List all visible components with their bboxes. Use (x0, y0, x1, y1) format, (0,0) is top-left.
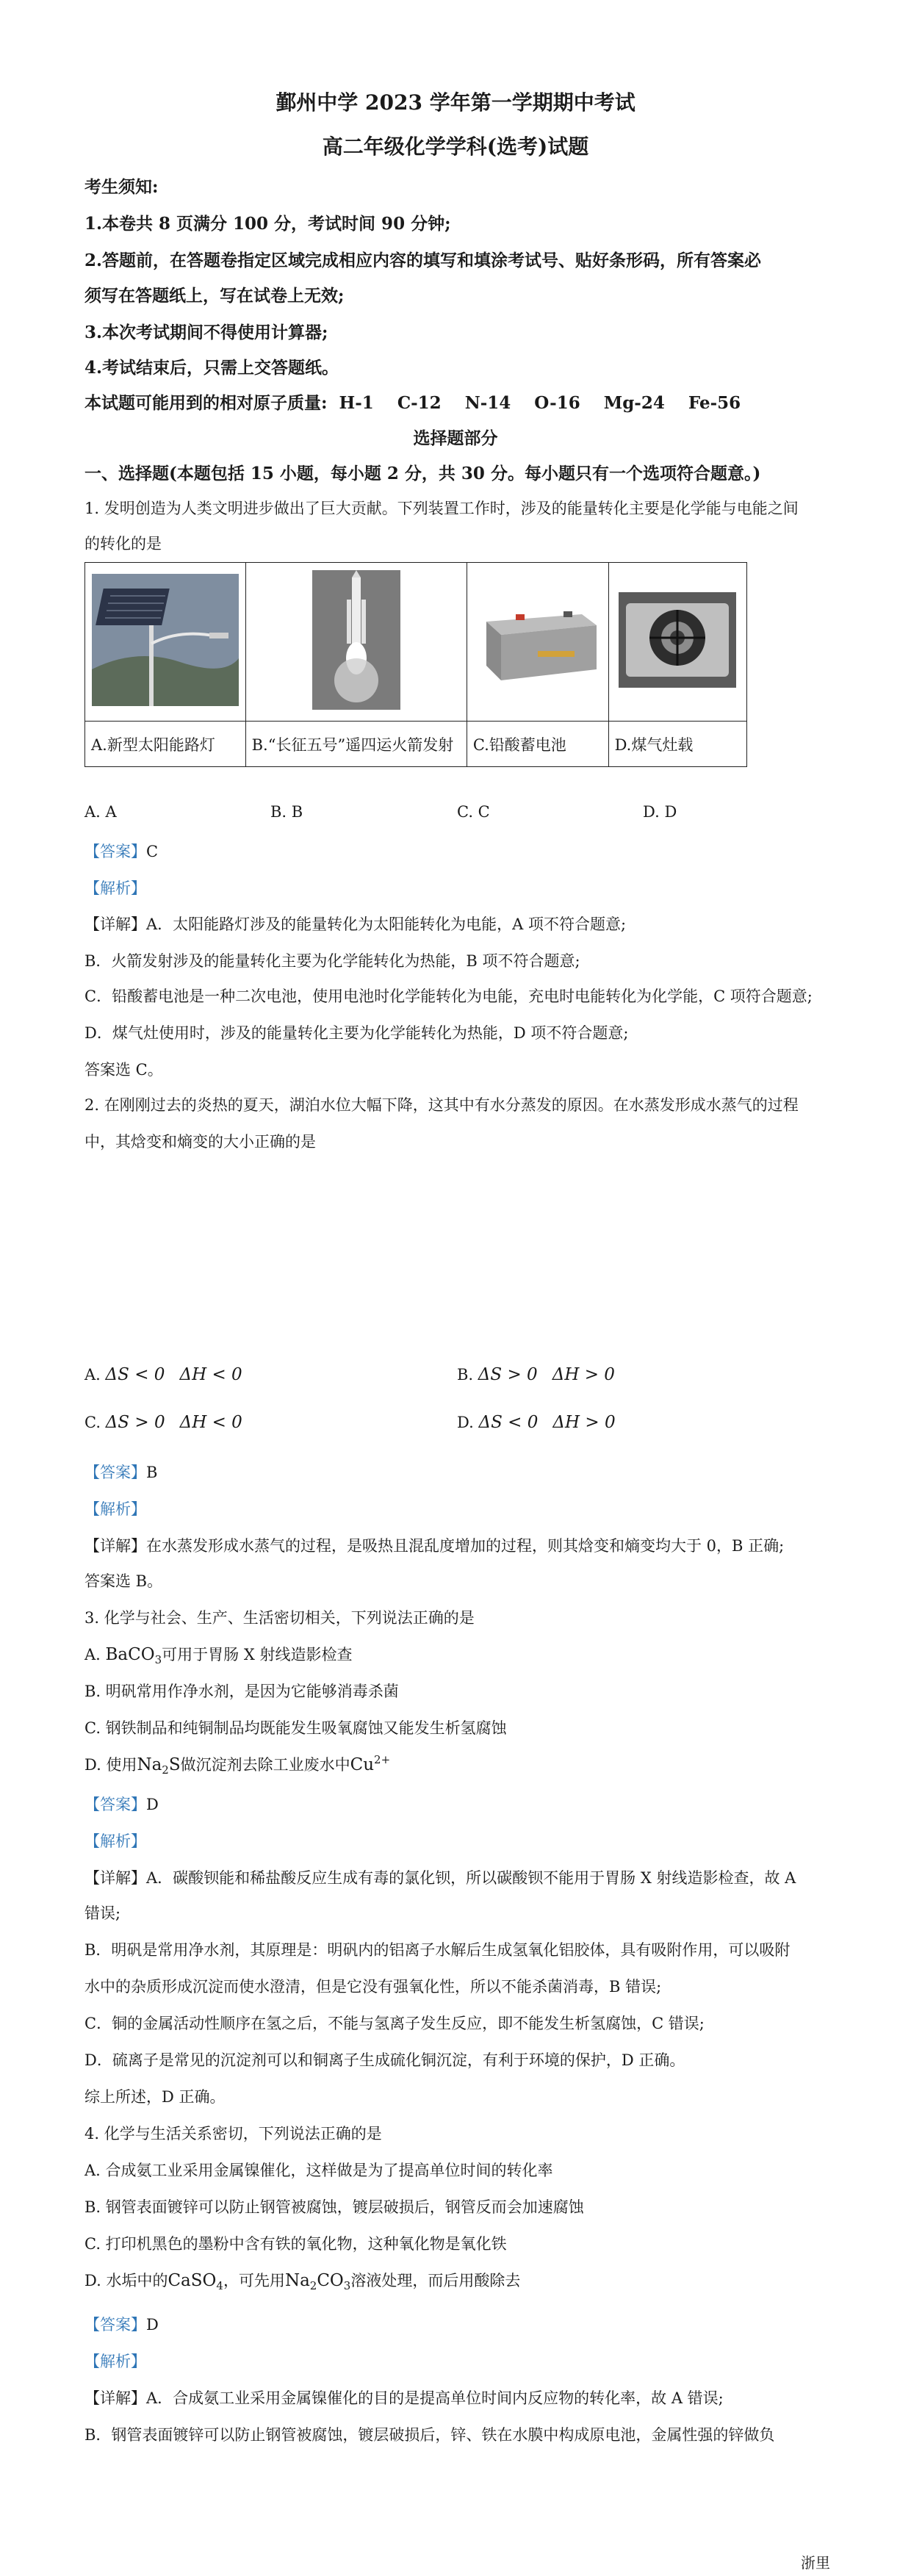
q2-detail: 【详解】在水蒸发形成水蒸气的过程，是吸热且混乱度增加的过程，则其焓变和熵变均大于 0，B 正确; (84, 1537, 785, 1555)
q2-option-a: A. ΔS < 0 ΔH < 0 (84, 1365, 242, 1384)
solar-streetlight-image (85, 563, 246, 722)
q1-detail-1: 【详解】A．太阳能路灯涉及的能量转化为太阳能转化为电能，A 项不符合题意; (84, 915, 627, 933)
q2-stem-line-1: 2. 在刚刚过去的炎热的夏天，湖泊水位大幅下降，这其中有水分蒸发的原因。在水蒸发形成水蒸气的过程 (84, 1096, 799, 1114)
answer-value: C (146, 843, 159, 860)
q1-choice-b: B. B (270, 803, 303, 821)
q3-detail-6: D．硫离子是常见的沉淀剂可以和铜离子生成硫化铜沉淀，有利于环境的保护，D 正确。 (84, 2051, 685, 2069)
q1-choice-a: A. A (84, 803, 117, 821)
caption-d: D.煤气灶载 (608, 722, 746, 767)
q4-option-c: C. 打印机黑色的墨粉中含有铁的氧化物，这种氧化物是氧化铁 (84, 2235, 507, 2253)
notice-item-1: 1.本卷共 8 页满分 100 分，考试时间 90 分钟; (84, 214, 451, 234)
atomic-masses: 本试题可能用到的相对原子质量: H-1 C-12 N-14 O-16 Mg-24 Fe-56 (84, 393, 741, 413)
q2-stem-line-2: 中，其焓变和熵变的大小正确的是 (84, 1133, 316, 1151)
q3-analysis-label: 【解析】 (84, 1832, 146, 1850)
section-heading: 一、选择题(本题包括 15 小题，每小题 2 分，共 30 分。每小题只有一个选项符合题意。) (84, 464, 761, 483)
notice-item-3: 3.本次考试期间不得使用计算器; (84, 323, 328, 342)
q4-detail-2: B．钢管表面镀锌可以防止钢管被腐蚀，镀层破损后，锌、铁在水膜中构成原电池，金属性强的锌做负 (84, 2426, 775, 2444)
caption-b: B.“长征五号”遥四运火箭发射 (245, 722, 467, 767)
q4-option-d: D. 水垢中的CaSO$_4$，可先用$Na_2CO_3$溶液处理，而后用酸除去 (84, 2271, 521, 2292)
q3-option-c: C. 钢铁制品和纯铜制品均既能发生吸氧腐蚀又能发生析氢腐蚀 (84, 1719, 507, 1737)
exam-subtitle: 高二年级化学学科(选考)试题 (322, 134, 589, 159)
q3-detail-4: 水中的杂质形成沉淀而使水澄清，但是它没有强氧化性，所以不能杀菌消毒，B 错误; (84, 1978, 662, 1996)
q2-option-c: C. ΔS > 0 ΔH < 0 (84, 1413, 242, 1432)
q4-detail-1: 【详解】A．合成氨工业采用金属镍催化的目的是提高单位时间内反应物的转化率，故 A 错误; (84, 2389, 724, 2407)
q3-detail-1: 【详解】A．碳酸钡能和稀盐酸反应生成有毒的氯化钡，所以碳酸钡不能用于胃肠 X 射线造影检查，故 A (84, 1869, 796, 1887)
q2-answer: 【答案】B (84, 1464, 158, 1481)
footer-watermark: 浙里 (801, 2554, 830, 2572)
q1-detail-3: C．铅酸蓄电池是一种二次电池，使用电池时化学能转化为电能，充电时电能转化为化学能，C 项符合题意; (84, 987, 813, 1005)
q3-option-b: B. 明矾常用作净水剂，是因为它能够消毒杀菌 (84, 1683, 399, 1700)
gas-stove-image (608, 563, 746, 722)
exam-title: 鄞州中学 2023 学年第一学期期中考试 (276, 90, 635, 115)
q4-analysis-label: 【解析】 (84, 2353, 146, 2370)
q2-conclusion: 答案选 B。 (84, 1572, 163, 1590)
q1-device-table (84, 562, 747, 767)
q3-detail-2: 错误; (84, 1904, 121, 1922)
q1-conclusion: 答案选 C。 (84, 1061, 163, 1079)
q3-option-d: D. 使用$Na_2S$做沉淀剂去除工业废水中$Cu^{2+}$ (84, 1753, 391, 1777)
q4-option-a: A. 合成氨工业采用金属镍催化，这样做是为了提高单位时间的转化率 (84, 2162, 553, 2179)
part-title: 选择题部分 (413, 428, 498, 448)
caption-c: C.铅酸蓄电池 (467, 722, 608, 767)
q3-answer: 【答案】D (84, 1796, 159, 1813)
q2-option-d: D. ΔS < 0 ΔH > 0 (457, 1413, 616, 1432)
q4-answer: 【答案】D (84, 2316, 159, 2334)
q4-option-b: B. 钢管表面镀锌可以防止钢管被腐蚀，镀层破损后，钢管反而会加速腐蚀 (84, 2198, 584, 2216)
q3-detail-3: B．明矾是常用净水剂，其原理是：明矾内的铝离子水解后生成氢氧化铝胶体，具有吸附作用，可以吸附 (84, 1941, 791, 1959)
notice-item-2: 2.答题前，在答题卷指定区域完成相应内容的填写和填涂考试号、贴好条形码，所有答案必 (84, 251, 762, 270)
q2-option-b: B. ΔS > 0 ΔH > 0 (457, 1365, 615, 1384)
lead-acid-battery-image (467, 563, 608, 722)
caption-a: A.新型太阳能路灯 (85, 722, 246, 767)
detail-label: 【详解】 (84, 915, 146, 933)
q3-option-a: A. BaCO$_3$可用于胃肠 X 射线造影检查 (84, 1645, 353, 1666)
notice-heading: 考生须知: (84, 177, 159, 197)
q3-detail-5: C．铜的金属活动性顺序在氢之后，不能与氢离子发生反应，即不能发生析氢腐蚀，C 错误; (84, 2015, 705, 2032)
q1-detail-4: D．煤气灶使用时，涉及的能量转化主要为化学能转化为热能，D 项不符合题意; (84, 1024, 629, 1042)
q3-stem: 3. 化学与社会、生产、生活密切相关，下列说法正确的是 (84, 1609, 475, 1627)
rocket-launch-image (245, 563, 467, 722)
q1-stem-line-2: 的转化的是 (84, 535, 162, 553)
q4-stem: 4. 化学与生活关系密切，下列说法正确的是 (84, 2125, 382, 2143)
answer-label: 【答案】 (84, 843, 146, 860)
q1-stem-line-1: 1. 发明创造为人类文明进步做出了巨大贡献。下列装置工作时，涉及的能量转化主要是化学能与电能之间 (84, 500, 799, 517)
q2-analysis-label: 【解析】 (84, 1500, 146, 1518)
q1-answer (84, 840, 827, 862)
q1-choice-d: D. D (643, 803, 677, 821)
q1-choice-c: C. C (457, 803, 490, 821)
q1-analysis-label: 【解析】 (84, 879, 146, 897)
notice-item-4: 4.考试结束后，只需上交答题纸。 (84, 358, 339, 378)
q3-detail-7: 综上所述，D 正确。 (84, 2088, 226, 2106)
q1-detail-2: B．火箭发射涉及的能量转化主要为化学能转化为热能，B 项不符合题意; (84, 952, 580, 970)
notice-item-2-cont: 须写在答题纸上，写在试卷上无效; (84, 286, 345, 306)
